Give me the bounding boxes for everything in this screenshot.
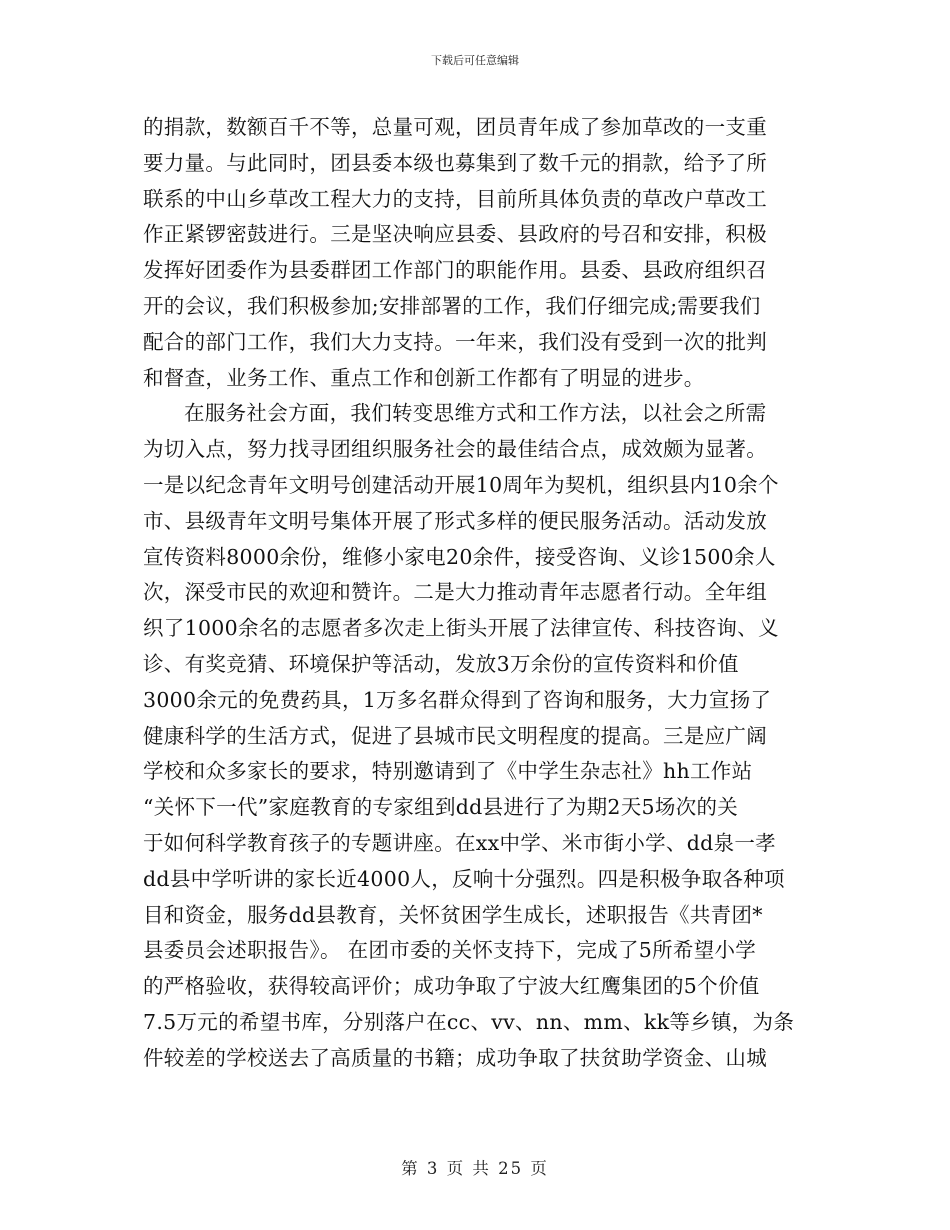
body-line: 和督查，业务工作、重点工作和创新工作都有了明显的进步。 <box>143 365 705 390</box>
body-line: 次，深受市民的欢迎和赞许。二是大力推动青年志愿者行动。全年组 <box>143 580 767 605</box>
body-line: 于如何科学教育孩子的专题讲座。在xx中学、米市街小学、dd泉一孝 <box>143 830 776 855</box>
body-line: 7.5万元的希望书库，分别落户在cc、vv、nn、mm、kk等乡镇，为条 <box>143 1009 795 1034</box>
body-line: 作正紧锣密鼓进行。三是坚决响应县委、县政府的号召和安排，积极 <box>143 222 767 247</box>
body-line: 学校和众多家长的要求，特别邀请到了《中学生杂志社》hh工作站 <box>143 759 753 784</box>
body-line: 3000余元的免费药具，1万多名群众得到了咨询和服务，大力宣扬了 <box>143 687 772 712</box>
body-line: 县委员会述职报告》。 在团市委的关怀支持下，完成了5所希望小学 <box>143 938 757 963</box>
paragraph-start-line: 在服务社会方面，我们转变思维方式和工作方法，以社会之所需 <box>184 401 767 426</box>
page-header: 下载后可任意编辑 <box>431 54 519 67</box>
body-line: 健康科学的生活方式，促进了县城市民文明程度的提高。三是应广阔 <box>143 723 767 748</box>
body-line: 开的会议，我们积极参加;安排部署的工作，我们仔细完成;需要我们 <box>143 293 761 318</box>
body-line: 目和资金，服务dd县教育，关怀贫困学生成长，述职报告《共青团* <box>143 902 763 927</box>
page-number-footer: 第 3 页 共 25 页 <box>401 1159 549 1178</box>
body-line: 要力量。与此同时，团县委本级也募集到了数千元的捐款，给予了所 <box>143 150 767 175</box>
body-line: 配合的部门工作，我们大力支持。一年来，我们没有受到一次的批判 <box>143 329 767 354</box>
body-line: 诊、有奖竞猜、环境保护等活动，发放3万余份的宣传资料和价值 <box>143 651 739 676</box>
body-line: 发挥好团委作为县委群团工作部门的职能作用。县委、县政府组织召 <box>143 258 767 283</box>
body-line: 件较差的学校送去了高质量的书籍；成功争取了扶贫助学资金、山城 <box>143 1045 767 1070</box>
body-line: 市、县级青年文明号集体开展了形式多样的便民服务活动。活动发放 <box>143 508 767 533</box>
body-line: 联系的中山乡草改工程大力的支持，目前所具体负责的草改户草改工 <box>143 186 767 211</box>
document-body <box>143 110 808 1077</box>
body-line: 宣传资料8000余份，维修小家电20余件，接受咨询、义诊1500余人 <box>143 544 776 569</box>
body-line: 织了1000余名的志愿者多次走上街头开展了法律宣传、科技咨询、义 <box>143 616 779 641</box>
body-line: “关怀下一代”家庭教育的专家组到dd县进行了为期2天5场次的关 <box>143 795 739 820</box>
body-line: 的捐款，数额百千不等，总量可观，团员青年成了参加草改的一支重 <box>143 115 767 139</box>
body-line: dd县中学听讲的家长近4000人，反响十分强烈。四是积极争取各种项 <box>143 866 785 891</box>
body-line: 为切入点，努力找寻团组织服务社会的最佳结合点，成效颇为显著。 <box>143 437 767 462</box>
body-line: 的严格验收，获得较高评价；成功争取了宁波大红鹰集团的5个价值 <box>143 974 760 999</box>
body-line: 一是以纪念青年文明号创建活动开展10周年为契机，组织县内10余个 <box>143 472 779 497</box>
